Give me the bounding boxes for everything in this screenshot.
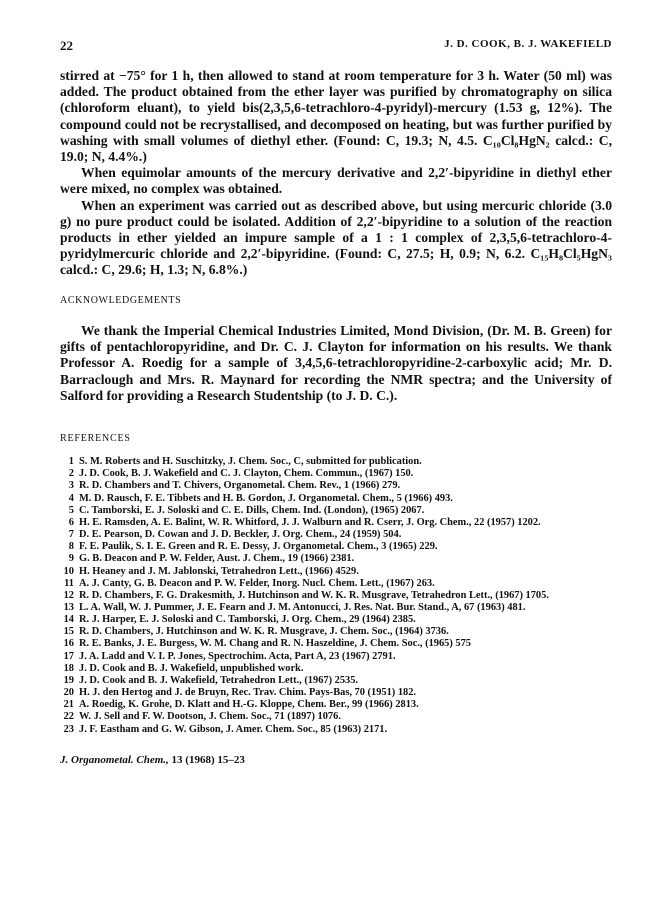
reference-item	[60, 614, 612, 626]
reference-number: 23	[63, 723, 74, 735]
running-authors: J. D. COOK, B. J. WAKEFIELD	[444, 38, 612, 50]
reference-text: J. D. Cook, B. J. Wakefield and C. J. Clayton, Chem. Commun., (1967) 150.	[79, 468, 414, 480]
reference-text: D. E. Pearson, D. Cowan and J. D. Beckler, J. Org. Chem., 24 (1959) 504.	[79, 529, 402, 541]
reference-text: H. E. Ramsden, A. E. Balint, W. R. Whitford, J. J. Walburn and R. Cserr, J. Org. Chem., 22 (1957) 1202.	[79, 516, 541, 528]
reference-item	[60, 675, 612, 687]
reference-item	[60, 456, 612, 468]
reference-text: J. D. Cook and B. J. Wakefield, unpublished work.	[79, 662, 304, 674]
reference-number: 2	[68, 468, 74, 480]
reference-text: J. A. Ladd and V. I. P. Jones, Spectrochim. Acta, Part A, 23 (1967) 2791.	[79, 650, 396, 662]
reference-item	[60, 699, 612, 711]
reference-number: 8	[68, 541, 74, 553]
paragraph: When an experiment was carried out as described above, but using mercuric chloride (3.0 g) no pure product could be isolated. Addition of 2,2′-bipyridine to a solution of the reaction products in ether yielded an impure sample of a 1 : 1 complex of 2,3,5,6-tetrachloro-4-pyridylmercuric chloride and 2,2′-bipyridine. (Found: C, 27.5; H, 0.9; N, 6.2. C₁₅H₈Cl₅HgN₃ calcd.: C, 29.6; H, 1.3; N, 6.8%.)	[60, 197, 612, 278]
footer-citation: 13 (1968) 15–23	[171, 753, 245, 766]
footer-journal: J. Organometal. Chem.,	[60, 753, 169, 766]
reference-text: J. D. Cook and B. J. Wakefield, Tetrahedron Lett., (1967) 2535.	[79, 674, 359, 686]
reference-number: 3	[68, 480, 74, 492]
reference-list	[60, 456, 612, 736]
journal-footer	[60, 754, 612, 766]
reference-item	[60, 566, 612, 578]
reference-text: F. E. Paulik, S. I. E. Green and R. E. Dessy, J. Organometal. Chem., 3 (1965) 229.	[79, 541, 438, 553]
reference-number: 13	[63, 602, 74, 613]
reference-item	[60, 541, 612, 553]
reference-item	[60, 529, 612, 541]
reference-item	[60, 602, 612, 614]
reference-text: H. J. den Hertog and J. de Bruyn, Rec. Trav. Chim. Pays-Bas, 70 (1951) 182.	[79, 687, 417, 699]
reference-text: S. M. Roberts and H. Suschitzky, J. Chem. Soc., C, submitted for publication.	[79, 456, 422, 468]
reference-item	[60, 651, 612, 663]
reference-text: R. J. Harper, E. J. Soloski and C. Tamborski, J. Org. Chem., 29 (1964) 2385.	[79, 614, 416, 626]
reference-number: 14	[63, 614, 74, 626]
reference-text: R. E. Banks, J. E. Burgess, W. M. Chang and R. N. Haszeldine, J. Chem. Soc., (1965) 575	[79, 638, 472, 650]
reference-item	[60, 480, 612, 492]
reference-item	[60, 626, 612, 638]
reference-item	[60, 505, 612, 517]
reference-text: L. A. Wall, W. J. Pummer, J. E. Fearn and J. M. Antonucci, J. Res. Nat. Bur. Stand., A, 67 (1963) 481.	[79, 602, 526, 613]
reference-item	[60, 663, 612, 675]
reference-number: 20	[63, 687, 74, 699]
reference-number: 21	[63, 699, 74, 711]
acknowledgements-heading: ACKNOWLEDGEMENTS	[60, 294, 182, 306]
running-header	[60, 38, 612, 54]
reference-text: M. D. Rausch, F. E. Tibbets and H. B. Gordon, J. Organometal. Chem., 5 (1966) 493.	[79, 492, 453, 504]
reference-text: R. D. Chambers, J. Hutchinson and W. K. R. Musgrave, J. Chem. Soc., (1964) 3736.	[79, 626, 449, 638]
reference-number: 7	[68, 529, 74, 541]
reference-item	[60, 638, 612, 650]
reference-text: W. J. Sell and F. W. Dootson, J. Chem. Soc., 71 (1897) 1076.	[79, 711, 341, 723]
reference-item	[60, 493, 612, 505]
reference-number: 5	[68, 504, 74, 516]
references-heading: REFERENCES	[60, 433, 131, 445]
reference-text: G. B. Deacon and P. W. Felder, Aust. J. Chem., 19 (1966) 2381.	[79, 553, 355, 565]
reference-number: 17	[63, 650, 74, 662]
reference-text: J. F. Eastham and G. W. Gibson, J. Amer. Chem. Soc., 85 (1963) 2171.	[79, 723, 388, 735]
reference-item	[60, 578, 612, 590]
reference-number: 15	[63, 626, 74, 638]
reference-number: 12	[63, 589, 74, 601]
reference-text: A. Roedig, K. Grohe, D. Klatt and H.-G. Kloppe, Chem. Ber., 99 (1966) 2813.	[79, 699, 419, 711]
paragraph: When equimolar amounts of the mercury derivative and 2,2′-bipyridine in diethyl ether were mixed, no complex was obtained.	[60, 165, 612, 197]
reference-text: R. D. Chambers and T. Chivers, Organometal. Chem. Rev., 1 (1966) 279.	[79, 480, 401, 492]
reference-number: 6	[68, 516, 74, 528]
reference-text: H. Heaney and J. M. Jablonski, Tetrahedron Lett., (1966) 4529.	[79, 565, 359, 577]
reference-item	[60, 724, 612, 736]
page	[60, 38, 612, 766]
acknowledgements-text: We thank the Imperial Chemical Industries Limited, Mond Division, (Dr. M. B. Green) for gifts of pentachloropyridine, and Dr. C. J. Clayton for information on his results. We thank Professor A. Roedig for a sample of 3,4,5,6-tetrachloropyridine-2-carboxylic acid; Mr. D. Barraclough and Mrs. R. Maynard for recording the NMR spectra; and the University of Salford for providing a Research Studentship (to J. D. C.).	[60, 322, 612, 403]
paragraph: stirred at −75° for 1 h, then allowed to stand at room temperature for 3 h. Water (50 ml) was added. The product obtained from the ether layer was purified by chromatography on silica (chloroform eluant), to yield bis(2,3,5,6-tetrachloro-4-pyridyl)-mercury (1.53 g, 12%). The compound could not be recrystallised, and decomposed on heating, but was further purified by washing with small volumes of diethyl ether. (Found: C, 19.3; N, 4.5. C₁₀Cl₈HgN₂ calcd.: C, 19.0; N, 4.4%.)	[60, 68, 612, 165]
reference-number: 16	[63, 638, 74, 650]
reference-text: A. J. Canty, G. B. Deacon and P. W. Felder, Inorg. Nucl. Chem. Lett., (1967) 263.	[79, 577, 435, 589]
reference-text: C. Tamborski, E. J. Soloski and C. E. Dills, Chem. Ind. (London), (1965) 2067.	[79, 504, 425, 516]
reference-text: R. D. Chambers, F. G. Drakesmith, J. Hutchinson and W. K. R. Musgrave, Tetrahedron Lett., (1967) 1705.	[79, 589, 549, 601]
reference-item	[60, 553, 612, 565]
page-number: 22	[60, 38, 73, 53]
reference-item	[60, 711, 612, 723]
reference-item	[60, 468, 612, 480]
reference-number: 10	[63, 565, 74, 577]
reference-number: 1	[68, 456, 74, 468]
reference-item	[60, 590, 612, 602]
body-text	[60, 68, 612, 279]
reference-item	[60, 517, 612, 529]
reference-item	[60, 687, 612, 699]
reference-number: 4	[68, 492, 74, 504]
reference-number: 18	[63, 662, 74, 674]
reference-number: 9	[68, 553, 74, 565]
reference-number: 11	[64, 577, 74, 589]
reference-number: 19	[63, 674, 74, 686]
reference-number: 22	[63, 711, 74, 723]
